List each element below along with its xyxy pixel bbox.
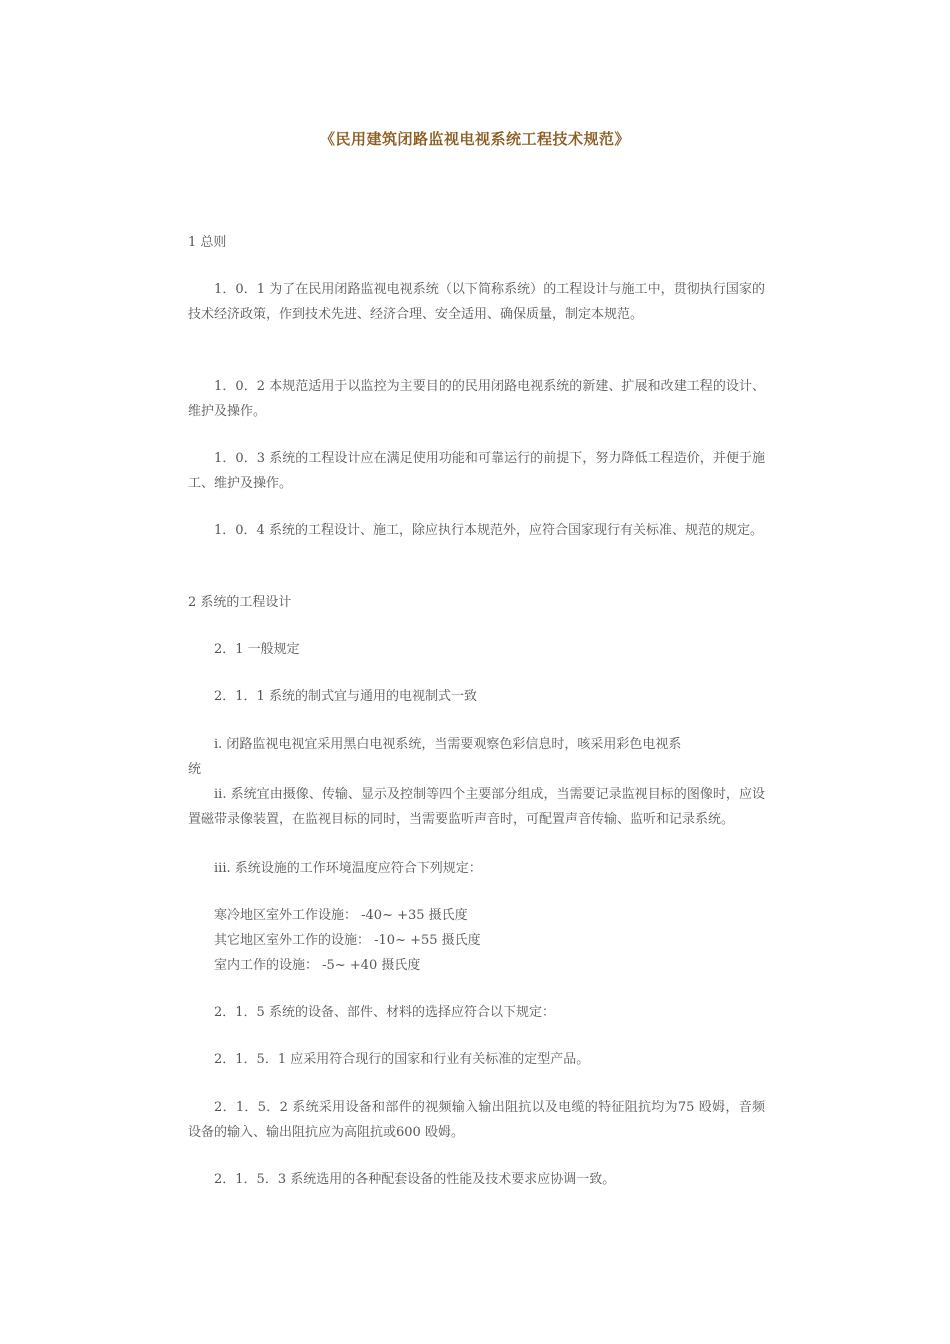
clause-1-0-3: 1．0．3 系统的工程设计应在满足使用功能和可靠运行的前提下，努力降低工程造价，并便于施工、维护及操作。 (188, 451, 765, 491)
clause-2-1-5-2: 2．1．5．2 系统采用设备和部件的视频输入输出阻抗以及电缆的特征阻抗均为75 殴姆，音频设备的输入、输出阻抗应为高阻抗或600 殴姆。 (188, 1100, 765, 1140)
section-heading-1: 1 总则 (188, 235, 227, 250)
temp-other-outdoor: 其它地区室外工作的设施： -10~ +55 摄氏度 (214, 933, 481, 948)
item-iii: iii. 系统设施的工作环境温度应符合下列规定： (214, 861, 482, 876)
clause-2-1-1: 2．1．1 系统的制式宜与通用的电视制式一致 (214, 689, 477, 704)
clause-1-0-1: 1．0．1 为了在民用闭路监视电视系统（以下简称系统）的工程设计与施工中，贯彻执行国家的技术经济政策，作到技术先进、经济合理、安全适用、确保质量，制定本规范。 (188, 282, 765, 322)
clause-2-1-5-3: 2．1．5．3 系统选用的各种配套设备的性能及技术要求应协调一致。 (214, 1172, 616, 1187)
clause-1-0-2: 1．0．2 本规范适用于以监控为主要目的的民用闭路电视系统的新建、扩展和改建工程的设计、维护及操作。 (188, 379, 765, 419)
item-i-continued: 统 (188, 762, 202, 777)
item-ii: ii. 系统宜由摄像、传输、显示及控制等四个主要部分组成，当需要记录监视目标的图像时，应设置磁带录像装置，在监视目标的同时，当需要监听声音时，可配置声音传输、监听和记录系统。 (188, 787, 765, 827)
clause-2-1-5: 2．1．5 系统的设备、部件、材料的选择应符合以下规定： (214, 1005, 555, 1020)
item-i: i. 闭路监视电视宜采用黑白电视系统，当需要观察色彩信息时，咳采用彩色电视系 (214, 737, 682, 752)
clause-1-0-4: 1．0．4 系统的工程设计、施工，除应执行本规范外，应符合国家现行有关标准、规范的规定。 (214, 523, 763, 538)
temp-cold-outdoor: 寒冷地区室外工作设施： -40~ +35 摄氏度 (214, 908, 468, 923)
clause-2-1-5-1: 2．1．5．1 应采用符合现行的国家和行业有关标准的定型产品。 (214, 1052, 590, 1067)
clause-2-1: 2．1 一般规定 (214, 642, 300, 657)
section-heading-2: 2 系统的工程设计 (188, 595, 292, 610)
document-title: 《民用建筑闭路监视电视系统工程技术规范》 (319, 130, 630, 148)
temp-indoor: 室内工作的设施： -5~ +40 摄氏度 (214, 958, 421, 973)
